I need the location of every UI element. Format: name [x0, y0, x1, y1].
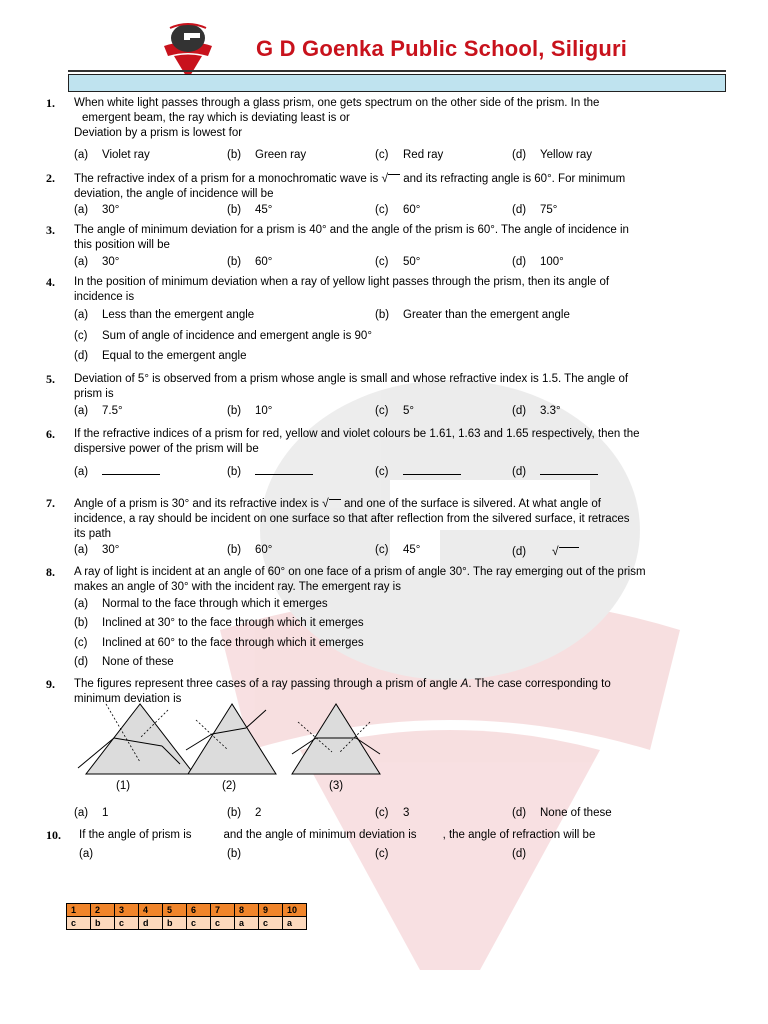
- option-d[interactable]: (d) 100°: [512, 256, 564, 268]
- option-b[interactable]: (b): [227, 848, 242, 860]
- option-a[interactable]: (a): [74, 466, 160, 478]
- option-c[interactable]: (c) Inclined at 60° to the face through which it emerges: [74, 637, 364, 649]
- answer-key-answers-row: c b c d b c c a c a: [67, 917, 307, 930]
- sqrt-symbol-icon: √: [322, 496, 329, 510]
- page-header: [150, 18, 750, 78]
- answer-key-numbers-row: 1 2 3 4 5 6 7 8 9 10: [67, 904, 307, 917]
- option-b[interactable]: (b) Green ray: [227, 149, 307, 161]
- option-d[interactable]: (d) 3.3°: [512, 405, 561, 417]
- option-c[interactable]: (c) 60°: [375, 204, 421, 216]
- option-b[interactable]: (b) 2: [227, 807, 262, 819]
- option-c[interactable]: (c) 3: [375, 807, 410, 819]
- option-b[interactable]: (b) 45°: [227, 204, 273, 216]
- question-text: If the refractive indices of a prism for red, yellow and violet colours be 1.61, 1.63 and 1.65 respectively, then the dispersive power of the prism will be: [74, 428, 640, 455]
- option-a[interactable]: (a) 30°: [74, 544, 120, 556]
- question-text: A ray of light is incident at an angle of 60° on one face of a prism of angle 30°. The ray emerging out of the prism makes an angle of 30° with the incident ray. The emergent ray is: [74, 566, 646, 593]
- option-d[interactable]: (d): [512, 466, 598, 478]
- option-a[interactable]: (a): [79, 848, 94, 860]
- prism-figure-2: [182, 702, 282, 778]
- option-b[interactable]: (b): [227, 466, 313, 478]
- fraction-icon: [255, 468, 313, 475]
- option-a[interactable]: (a) Violet ray: [74, 149, 150, 161]
- question-number: 1.: [46, 96, 55, 110]
- question-number: 2.: [46, 171, 55, 185]
- question-text: When white light passes through a glass prism, one gets spectrum on the other side of the prism. In the emergent beam, the ray which is deviating least is or Deviation by a prism is lowest for: [74, 97, 600, 139]
- question-text: The figures represent three cases of a ray passing through a prism of angle A. The case corresponding to minimum deviation is: [74, 678, 611, 705]
- option-d[interactable]: (d) Equal to the emergent angle: [74, 350, 247, 362]
- figure-label: (3): [329, 780, 344, 792]
- title-bar: [68, 74, 726, 92]
- sqrt-symbol-icon: √: [381, 171, 389, 185]
- prism-figure-3: [286, 702, 386, 778]
- question-text: The refractive index of a prism for a monochromatic wave is √ and its refracting angle is 60°. For minimum deviation, the angle of incidence will be: [74, 171, 626, 200]
- option-b[interactable]: (b) Inclined at 30° to the face through which it emerges: [74, 617, 364, 629]
- option-a[interactable]: (a) 30°: [74, 204, 120, 216]
- question-number: 7.: [46, 496, 55, 510]
- question-number: 4.: [46, 275, 55, 289]
- option-a[interactable]: (a) Less than the emergent angle: [74, 309, 255, 321]
- option-d[interactable]: (d) Yellow ray: [512, 149, 592, 161]
- question-text: Angle of a prism is 30° and its refractive index is √ and one of the surface is silvered. At what angle of incidence, a ray should be incident on one surface so that after reflection from the silvered surface, it retraces its path: [74, 496, 630, 540]
- question-number: 8.: [46, 565, 55, 579]
- option-a[interactable]: (a) 30°: [74, 256, 120, 268]
- option-d[interactable]: (d): [512, 848, 527, 860]
- question-number: 3.: [46, 223, 55, 237]
- figure-label: (2): [222, 780, 237, 792]
- question-text: The angle of minimum deviation for a prism is 40° and the angle of the prism is 60°. The angle of incidence in this position will be: [74, 224, 629, 251]
- option-b[interactable]: (b) 60°: [227, 256, 273, 268]
- answer-key-table: [66, 903, 307, 930]
- question-number: 9.: [46, 677, 55, 691]
- option-c[interactable]: (c): [375, 848, 389, 860]
- option-c[interactable]: (c) 45°: [375, 544, 421, 556]
- fraction-icon: [540, 468, 598, 475]
- option-a[interactable]: (a) 7.5°: [74, 405, 123, 417]
- fraction-icon: [403, 468, 461, 475]
- option-d[interactable]: (d) √: [512, 544, 579, 558]
- option-c[interactable]: (c): [375, 466, 461, 478]
- school-logo-icon: [160, 20, 216, 76]
- option-c[interactable]: (c) Sum of angle of incidence and emergent angle is 90°: [74, 330, 372, 342]
- option-b[interactable]: (b) Greater than the emergent angle: [375, 309, 570, 321]
- option-b[interactable]: (b) 60°: [227, 544, 273, 556]
- school-name: G D Goenka Public School, Siliguri: [256, 36, 628, 61]
- option-a[interactable]: (a) Normal to the face through which it emerges: [74, 598, 328, 610]
- option-b[interactable]: (b) 10°: [227, 405, 273, 417]
- option-c[interactable]: (c) Red ray: [375, 149, 444, 161]
- option-a[interactable]: (a) 1: [74, 807, 109, 819]
- option-c[interactable]: (c) 50°: [375, 256, 421, 268]
- question-number: 5.: [46, 372, 55, 386]
- question-number: 10.: [46, 828, 61, 842]
- sqrt-symbol-icon: √: [552, 544, 559, 558]
- header-divider: [68, 70, 726, 72]
- option-d[interactable]: (d) None of these: [512, 807, 612, 819]
- question-text: In the position of minimum deviation when a ray of yellow light passes through the prism, then its angle of incidence is: [74, 276, 610, 303]
- question-text: If the angle of prism is and the angle of minimum deviation is , the angle of refraction will be: [79, 829, 596, 841]
- option-d[interactable]: (d) 75°: [512, 204, 558, 216]
- fraction-icon: [102, 468, 160, 475]
- question-number: 6.: [46, 427, 55, 441]
- question-text: Deviation of 5° is observed from a prism whose angle is small and whose refractive index is 1.5. The angle of prism is: [74, 373, 629, 400]
- watermark-logo-icon: [180, 330, 720, 970]
- option-d[interactable]: (d) None of these: [74, 656, 174, 668]
- figure-label: (1): [116, 780, 131, 792]
- option-c[interactable]: (c) 5°: [375, 405, 414, 417]
